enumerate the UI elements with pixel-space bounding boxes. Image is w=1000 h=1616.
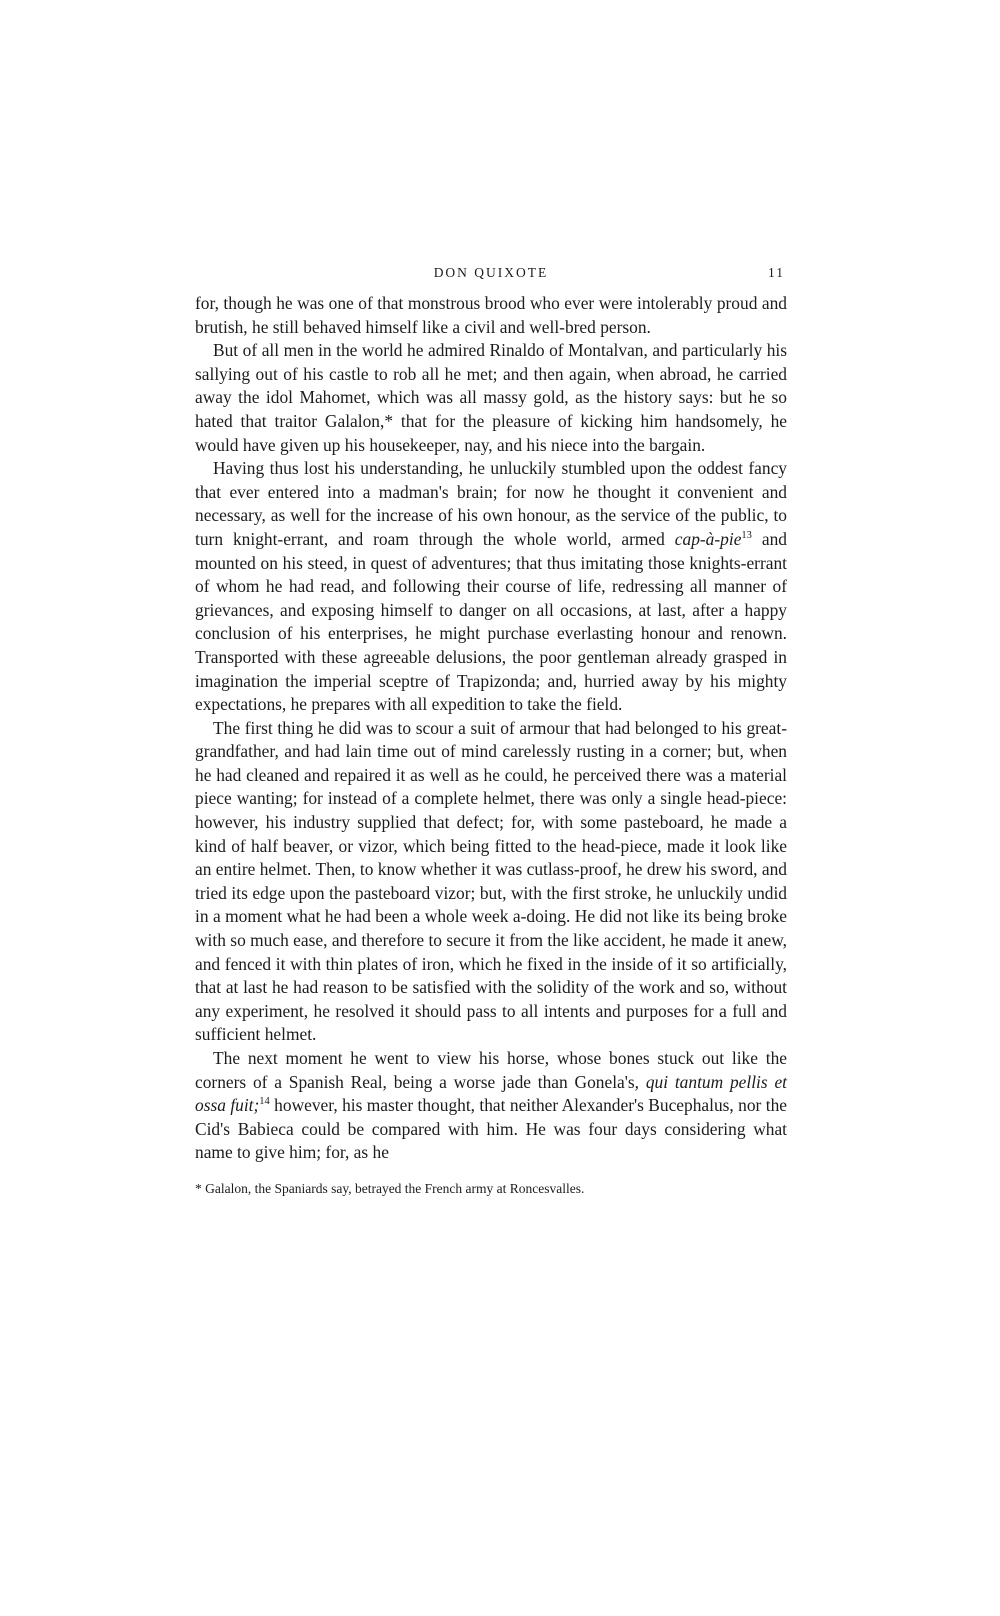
- running-title: DON QUIXOTE: [433, 265, 549, 280]
- paragraph-text-before: Having thus lost his understanding, he unluckily stumbled upon the oddest fancy that ever entered into a madman's brain; for now he thought it convenient and necessary, as well for the increase of his own honour, as the service of the public, to turn knight-errant, and roam through the whole world, armed: [195, 458, 787, 549]
- paragraph-text-after: however, his master thought, that neither Alexander's Bucephalus, nor the Cid's Babieca could be compared with him. He was four days considering what name to give him; for, as he: [195, 1095, 787, 1163]
- endnote-reference: 14: [259, 1096, 270, 1108]
- paragraph-text-before: The next moment he went to view his horse, whose bones stuck out like the corners of a Spanish Real, being a worse jade than Gonela's,: [195, 1048, 787, 1092]
- page-number: 11: [768, 265, 785, 280]
- paragraph-armour: [195, 717, 787, 1047]
- running-head: [195, 258, 787, 292]
- italic-phrase: qui tantum pellis et ossa fuit;: [195, 1071, 787, 1116]
- italic-phrase: cap-à-pie: [674, 528, 742, 549]
- paragraph-text-after: and mounted on his steed, in quest of adventures; that thus imitating those knights-errant of whom he had read, and following their course of life, redressing all manner of grievances, and exposing himself to danger on all occasions, at last, after a happy conclusion of his enterprises, he might purchase everlasting honour and renown. Transported with these agreeable delusions, the poor gentleman already grasped in imagination the imperial sceptre of Trapizonda; and, hurried away by his mighty expectations, he prepares with all expedition to take the field.: [195, 528, 787, 715]
- paragraph-rinaldo: [195, 339, 787, 457]
- paragraph-horse: [195, 1047, 787, 1165]
- paragraph-text: for, though he was one of that monstrous brood who ever were intolerably proud and brutish, he still behaved himself like a civil and well-bred person.: [195, 293, 787, 337]
- body-text: [195, 292, 787, 1165]
- footnote: * Galalon, the Spaniards say, betrayed the French army at Roncesvalles.: [195, 1180, 585, 1196]
- endnote-reference: 13: [741, 530, 752, 542]
- paragraph-continued: [195, 292, 787, 339]
- paragraph-knight-errant: [195, 457, 787, 717]
- paragraph-text: But of all men in the world he admired Rinaldo of Montalvan, and particularly his sallying out of his castle to rob all he met; and then again, when abroad, he carried away the idol Mahomet, which was all massy gold, as the history says: but he so hated that traitor Galalon,* that for the pleasure of kicking him handsomely, he would have given up his housekeeper, nay, and his niece into the bargain.: [195, 340, 787, 455]
- paragraph-text: The first thing he did was to scour a suit of armour that had belonged to his great-grandfather, and had lain time out of mind carelessly rusting in a corner; but, when he had cleaned and repaired it as well as he could, he perceived there was a material piece wanting; for instead of a complete helmet, there was only a single head-piece: however, his industry supplied that defect; for, with some pasteboard, he made a kind of half beaver, or vizor, which being fitted to the head-piece, made it look like an entire helmet. Then, to know whether it was cutlass-proof, he drew his sword, and tried its edge upon the pasteboard vizor; but, with the first stroke, he unluckily undid in a moment what he had been a whole week a-doing. He did not like its being broke with so much ease, and therefore to secure it from the like accident, he made it anew, and fenced it with thin plates of iron, which he fixed in the inside of it so artificially, that at last he had reason to be satisfied with the solidity of the work and so, without any experiment, he resolved it should pass to all intents and purposes for a full and sufficient helmet.: [195, 717, 787, 1045]
- book-page: [195, 258, 787, 1198]
